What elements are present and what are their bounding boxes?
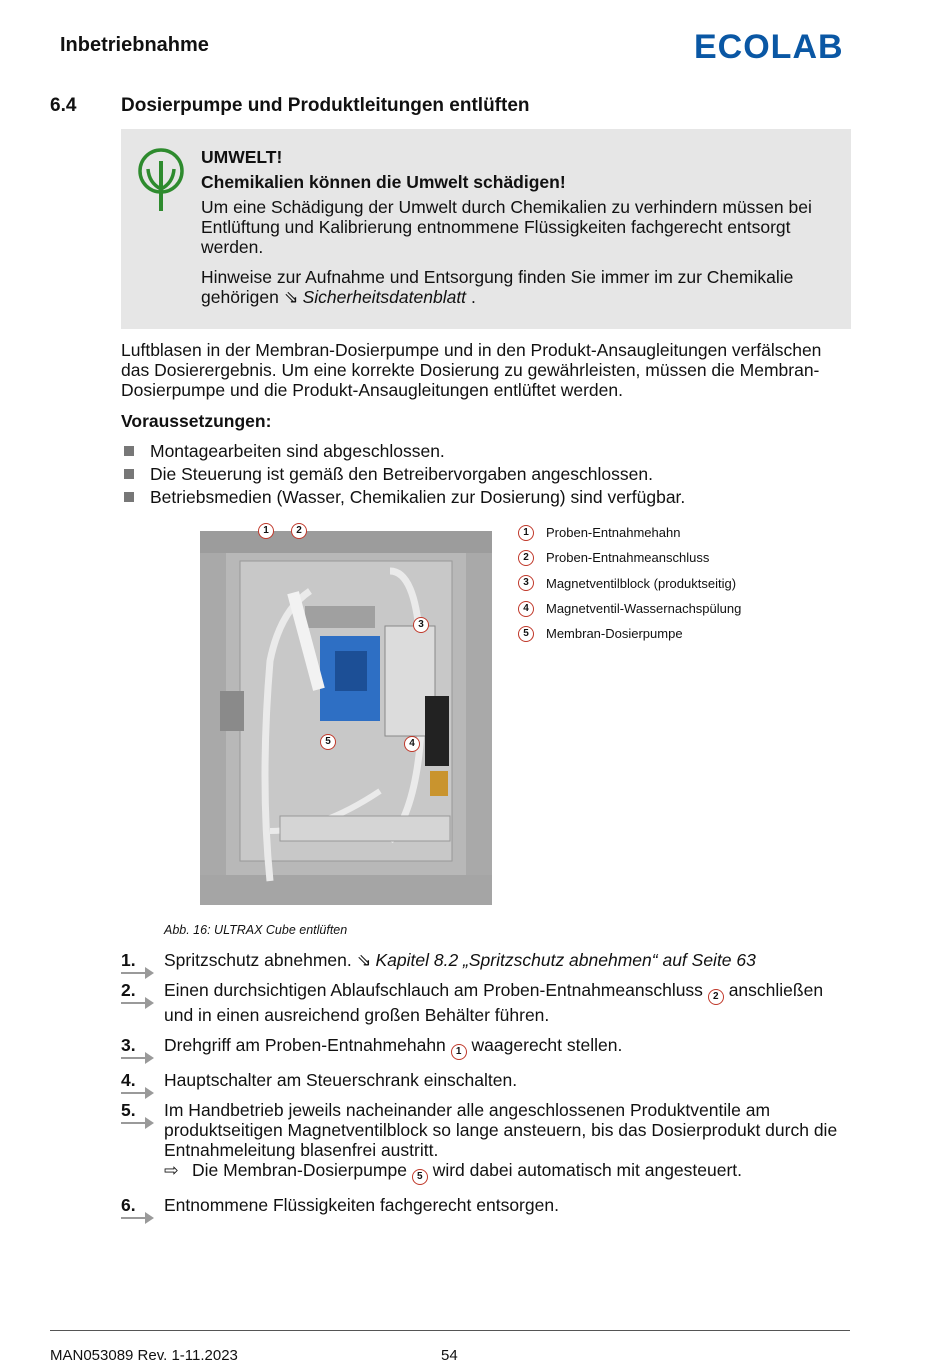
prerequisites-list <box>121 440 851 509</box>
step-item: 4. Hauptschalter am Steuerschrank einschalten. <box>121 1070 851 1090</box>
cabinet-photo <box>200 531 492 905</box>
reference-arrow-icon: ⇘ <box>283 287 299 307</box>
callout-4: 4 <box>404 736 420 752</box>
environment-notice <box>121 129 851 329</box>
step-result: ⇨ Die Membran-Dosierpumpe 5 wird dabei automatisch mit angesteuert. <box>164 1160 851 1185</box>
figure-legend <box>518 520 741 646</box>
list-item: Die Steuerung ist gemäß den Betreibervorgaben angeschlossen. <box>121 463 851 486</box>
callout-3: 3 <box>413 617 429 633</box>
step-item: 5. Im Handbetrieb jeweils nacheinander alle angeschlossenen Produktventile am produktseitigen Magnetventilblock so lange ansteuern, bis das Dosierprodukt durch die Entnahmeleitung blasenfrei austritt. ⇨ Die Membran-Dosierpumpe 5 wird dabei automatisch mit angesteuert. <box>121 1100 851 1185</box>
reference-arrow-icon: ⇘ <box>356 950 372 970</box>
ecolab-logo <box>694 28 844 67</box>
page-number: 54 <box>441 1347 458 1364</box>
notice-signal-word: UMWELT! <box>201 147 283 167</box>
section-title: Dosierpumpe und Produktleitungen entlüften <box>121 95 530 116</box>
tree-icon <box>137 147 185 218</box>
list-item: Montagearbeiten sind abgeschlossen. <box>121 440 851 463</box>
callout-1: 1 <box>258 523 274 539</box>
legend-item: 4 Magnetventil-Wassernachspülung <box>518 596 741 621</box>
legend-item: 5 Membran-Dosierpumpe <box>518 621 741 646</box>
step-item: 3. Drehgriff am Proben-Entnahmehahn 1 waagerecht stellen. <box>121 1035 851 1060</box>
step-list <box>121 950 851 1215</box>
notice-paragraph-2: Hinweise zur Aufnahme und Entsorgung finden Sie immer im zur Chemikalie gehörigen ⇘ Sicherheitsdatenblatt . <box>201 267 794 307</box>
ref-circle: 5 <box>412 1169 428 1185</box>
callout-5: 5 <box>320 734 336 750</box>
prerequisites-heading: Voraussetzungen: <box>121 411 272 431</box>
list-item: Betriebsmedien (Wasser, Chemikalien zur Dosierung) sind verfügbar. <box>121 486 851 509</box>
footer-divider <box>50 1330 850 1331</box>
ref-circle: 1 <box>451 1044 467 1060</box>
ref-circle: 2 <box>708 989 724 1005</box>
legend-item: 2 Proben-Entnahmeanschluss <box>518 545 741 570</box>
bullet-square-icon <box>124 492 134 502</box>
safety-datasheet-link[interactable]: Sicherheitsdatenblatt <box>302 287 467 307</box>
step-item: 1. Spritzschutz abnehmen. ⇘ Kapitel 8.2 „Spritzschutz abnehmen“ auf Seite 63 <box>121 950 851 970</box>
section-number: 6.4 <box>50 95 77 116</box>
step-item: 2. Einen durchsichtigen Ablaufschlauch am Proben-Entnahmeanschluss 2 anschließen und in einen ausreichend großen Behälter führen. <box>121 980 824 1025</box>
notice-paragraph: Um eine Schädigung der Umwelt durch Chemikalien zu verhindern müssen bei Entlüftung und Kalibrierung entnommene Flüssigkeiten fachgerecht entsorgt werden. <box>201 197 812 257</box>
document-id: MAN053089 Rev. 1-11.2023 <box>50 1347 238 1364</box>
bullet-square-icon <box>124 469 134 479</box>
result-arrow-icon: ⇨ <box>164 1160 179 1180</box>
chapter-link[interactable]: Kapitel 8.2 „Spritzschutz abnehmen“ auf Seite 63 <box>375 950 756 970</box>
legend-item: 3 Magnetventilblock (produktseitig) <box>518 571 741 596</box>
intro-paragraph: Luftblasen in der Membran-Dosierpumpe und in den Produkt-Ansaugleitungen verfälschen das Dosierergebnis. Um eine korrekte Dosierung zu gewährleisten, müssen die Membran-Dosierpumpe und die Produkt-Ansaugleitungen entlüftet werden. <box>121 340 822 400</box>
logo-text: ECOLAB <box>694 28 844 62</box>
legend-item: 1 Proben-Entnahmehahn <box>518 520 741 545</box>
figure-caption: Abb. 16: ULTRAX Cube entlüften <box>164 923 348 937</box>
step-item: 6. Entnommene Flüssigkeiten fachgerecht entsorgen. <box>121 1195 851 1215</box>
callout-2: 2 <box>291 523 307 539</box>
bullet-square-icon <box>124 446 134 456</box>
notice-headline: Chemikalien können die Umwelt schädigen! <box>201 172 566 192</box>
page-header-title: Inbetriebnahme <box>60 34 209 56</box>
